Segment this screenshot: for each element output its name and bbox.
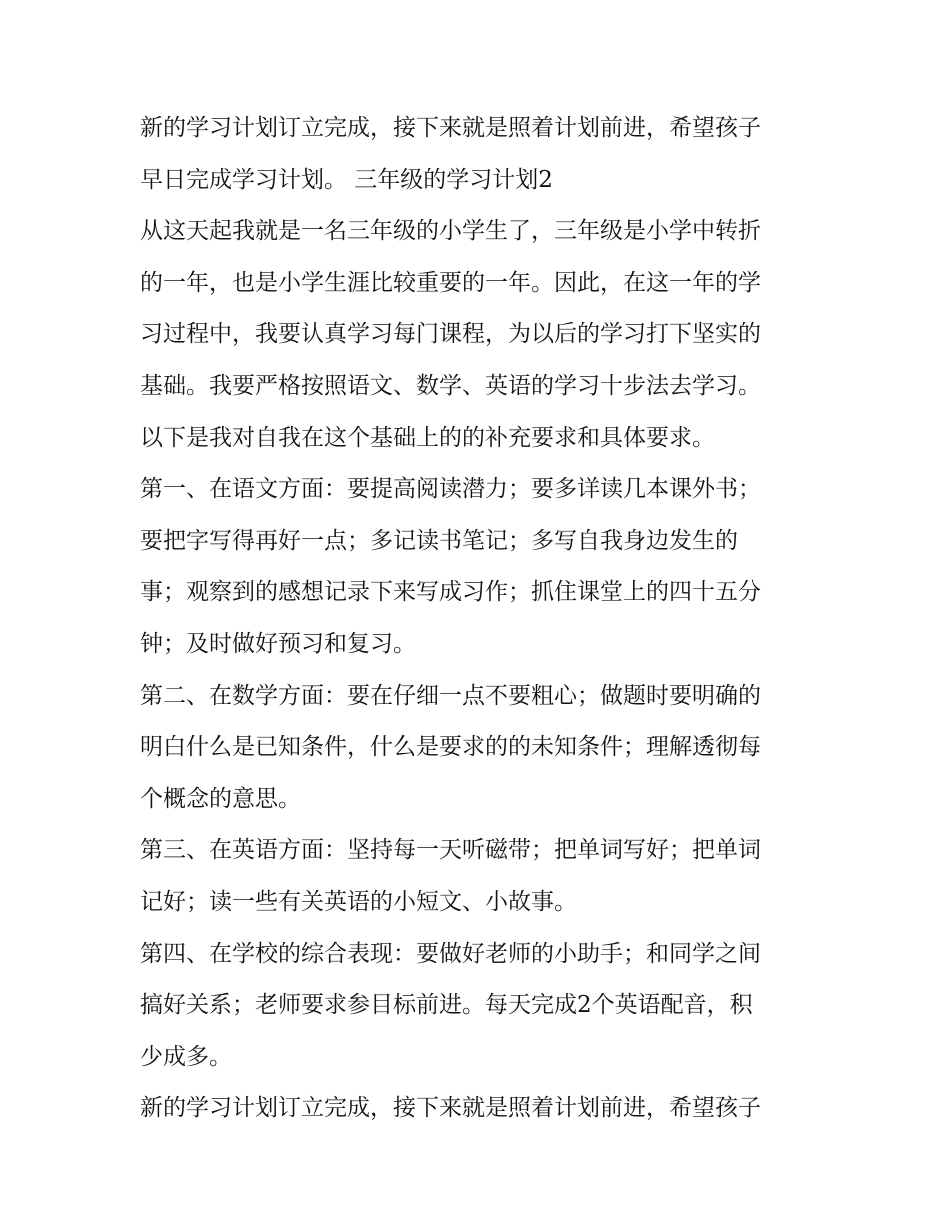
text-line: 少成多。	[140, 1043, 232, 1070]
document-body	[140, 103, 820, 1135]
text-line: 第三、在英语方面：坚持每一天听磁带；把单词写好；把单词	[140, 837, 761, 864]
text-line: 从这天起我就是一名三年级的小学生了，三年级是小学中转折	[140, 218, 761, 245]
text-line: 搞好关系；老师要求参目标前进。每天完成2个英语配音，积	[140, 992, 753, 1019]
text-line: 早日完成学习计划。 三年级的学习计划2	[140, 166, 553, 193]
text-line: 个概念的意思。	[140, 785, 301, 812]
text-line: 要把字写得再好一点；多记读书笔记；多写自我身边发生的	[140, 527, 738, 554]
text-line: 的一年，也是小学生涯比较重要的一年。因此，在这一年的学	[140, 269, 761, 296]
text-line: 新的学习计划订立完成，接下来就是照着计划前进，希望孩子	[140, 115, 761, 141]
text-line: 新的学习计划订立完成，接下来就是照着计划前进，希望孩子	[140, 1095, 761, 1122]
text-line: 以下是我对自我在这个基础上的的补充要求和具体要求。	[140, 424, 715, 451]
text-line: 第四、在学校的综合表现：要做好老师的小助手；和同学之间	[140, 940, 761, 967]
text-line: 事；观察到的感想记录下来写成习作；抓住课堂上的四十五分	[140, 579, 761, 606]
text-line: 明白什么是已知条件，什么是要求的的未知条件；理解透彻每	[140, 734, 761, 761]
text-line: 第二、在数学方面：要在仔细一点不要粗心；做题时要明确的	[140, 682, 761, 709]
text-line: 第一、在语文方面：要提高阅读潜力；要多详读几本课外书；	[140, 476, 761, 503]
text-line: 基础。我要严格按照语文、数学、英语的学习十步法去学习。	[140, 372, 761, 399]
text-line: 钟；及时做好预习和复习。	[140, 630, 416, 657]
text-line: 习过程中，我要认真学习每门课程，为以后的学习打下坚实的	[140, 321, 761, 348]
text-line: 记好；读一些有关英语的小短文、小故事。	[140, 888, 577, 915]
